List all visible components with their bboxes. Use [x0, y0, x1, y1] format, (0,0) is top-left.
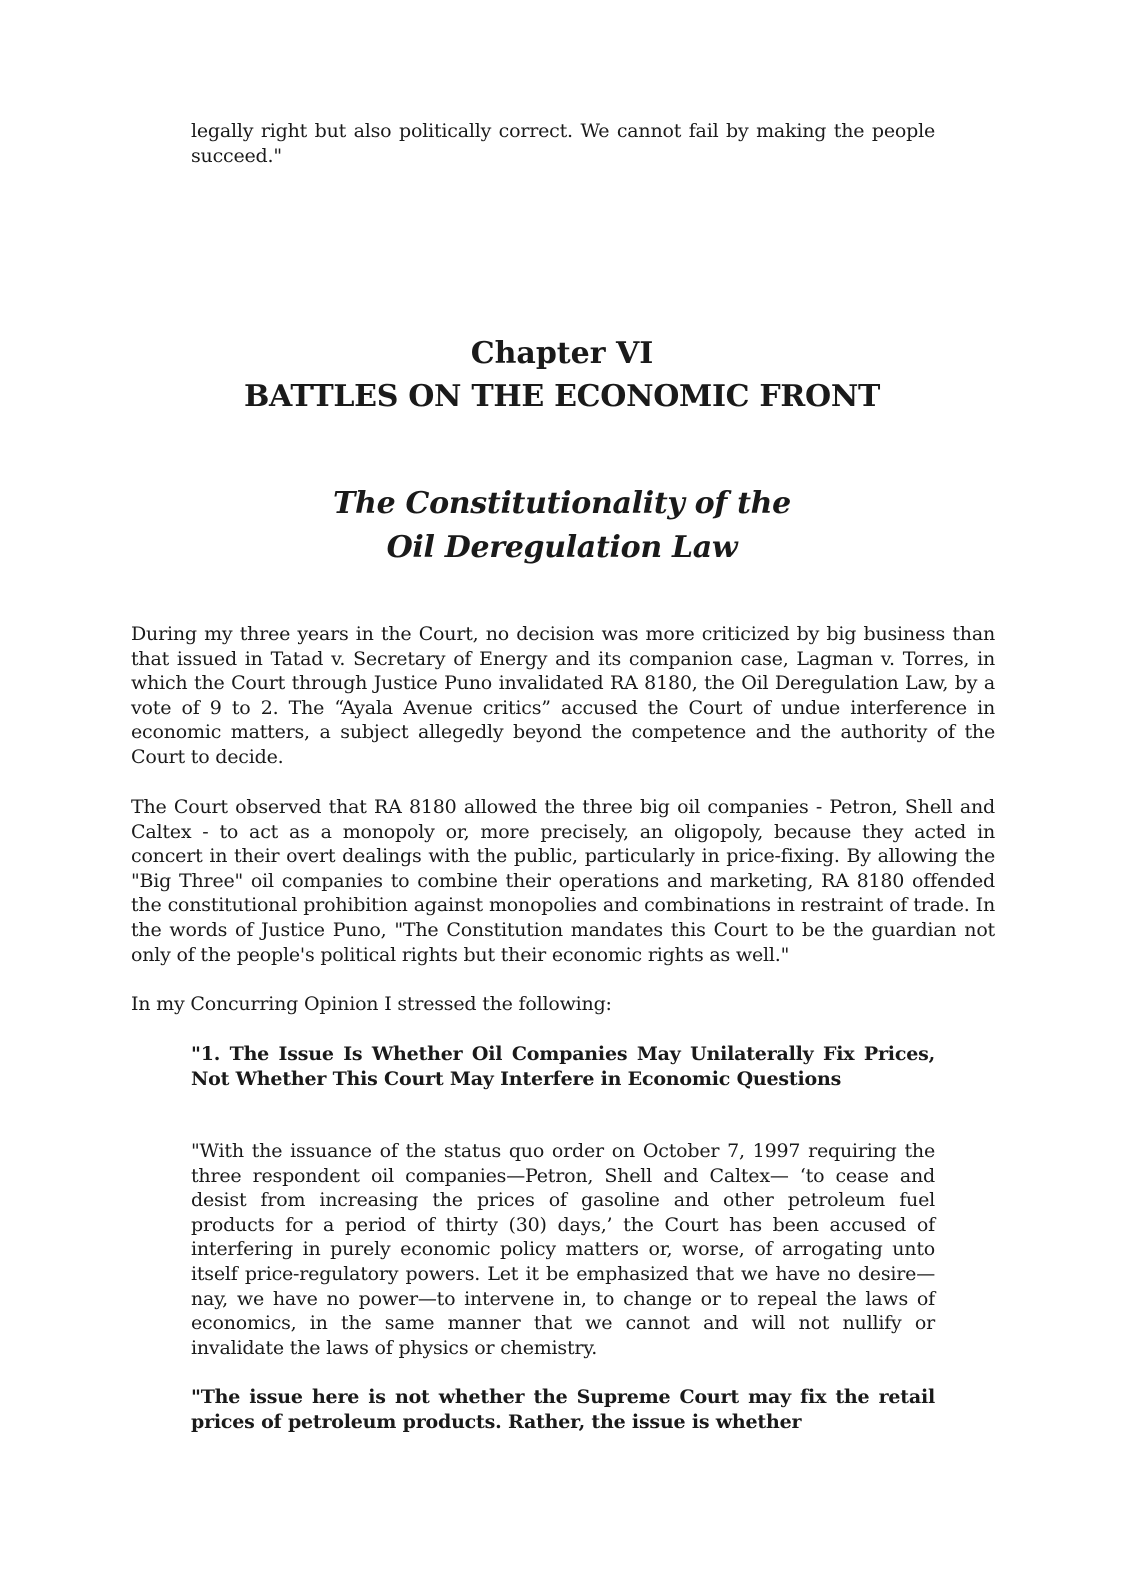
carryover-quote-text: legally right but also politically correct. We cannot fail by making the people succeed." [191, 120, 935, 167]
body-paragraph-3: In my Concurring Opinion I stressed the following: [131, 993, 612, 1015]
section-title-line-2: Oil Deregulation Law [386, 530, 738, 565]
body-paragraph-1: During my three years in the Court, no decision was more criticized by big business than that issued in Tatad v. Secretary of Energy and its companion case, Lagman v. Torres, in which the Court through Justice Puno invalidated RA 8180, the Oil Deregulation Law, by a vote of 9 to 2. The “Ayala Avenue critics” accused the Court of undue interference in economic matters, a subject allegedly beyond the competence and the authority of the Court to decide. [131, 623, 995, 768]
body-paragraph-2: The Court observed that RA 8180 allowed the three big oil companies - Petron, Shell and Caltex - to act as a monopoly or, more precisely, an oligopoly, because they acted in concert in their overt dealings with the public, particularly in price-fixing. By allowing the "Big Three" oil companies to combine their operations and marketing, RA 8180 offended the constitutional prohibition against monopolies and combinations in restraint of trade. In the words of Justice Puno, "The Constitution mandates this Court to be the guardian not only of the people's political rights but their economic rights as well." [131, 796, 995, 966]
chapter-number: Chapter VI [470, 336, 654, 371]
quote-heading: "1. The Issue Is Whether Oil Companies May Unilaterally Fix Prices, Not Whether This Court May Interfere in Economic Questions [191, 1043, 935, 1090]
quote-body: "With the issuance of the status quo order on October 7, 1997 requiring the three respondent oil companies—Petron, Shell and Caltex— ‘to cease and desist from increasing the prices of gasoline and other petroleum fuel products for a period of thirty (30) days,’ the Court has been accused of interfering in purely economic policy matters or, worse, of arrogating unto itself price-regulatory powers. Let it be emphasized that we have no desire—nay, we have no power—to intervene in, to change or to repeal the laws of economics, in the same manner that we cannot and will not nullify or invalidate the laws of physics or chemistry. [191, 1140, 935, 1359]
quote-emphasis: "The issue here is not whether the Supreme Court may fix the retail prices of petroleum products. Rather, the issue is whether [191, 1386, 935, 1433]
section-title-line-1: The Constitutionality of the [333, 486, 791, 521]
chapter-title: BATTLES ON THE ECONOMIC FRONT [243, 379, 881, 414]
